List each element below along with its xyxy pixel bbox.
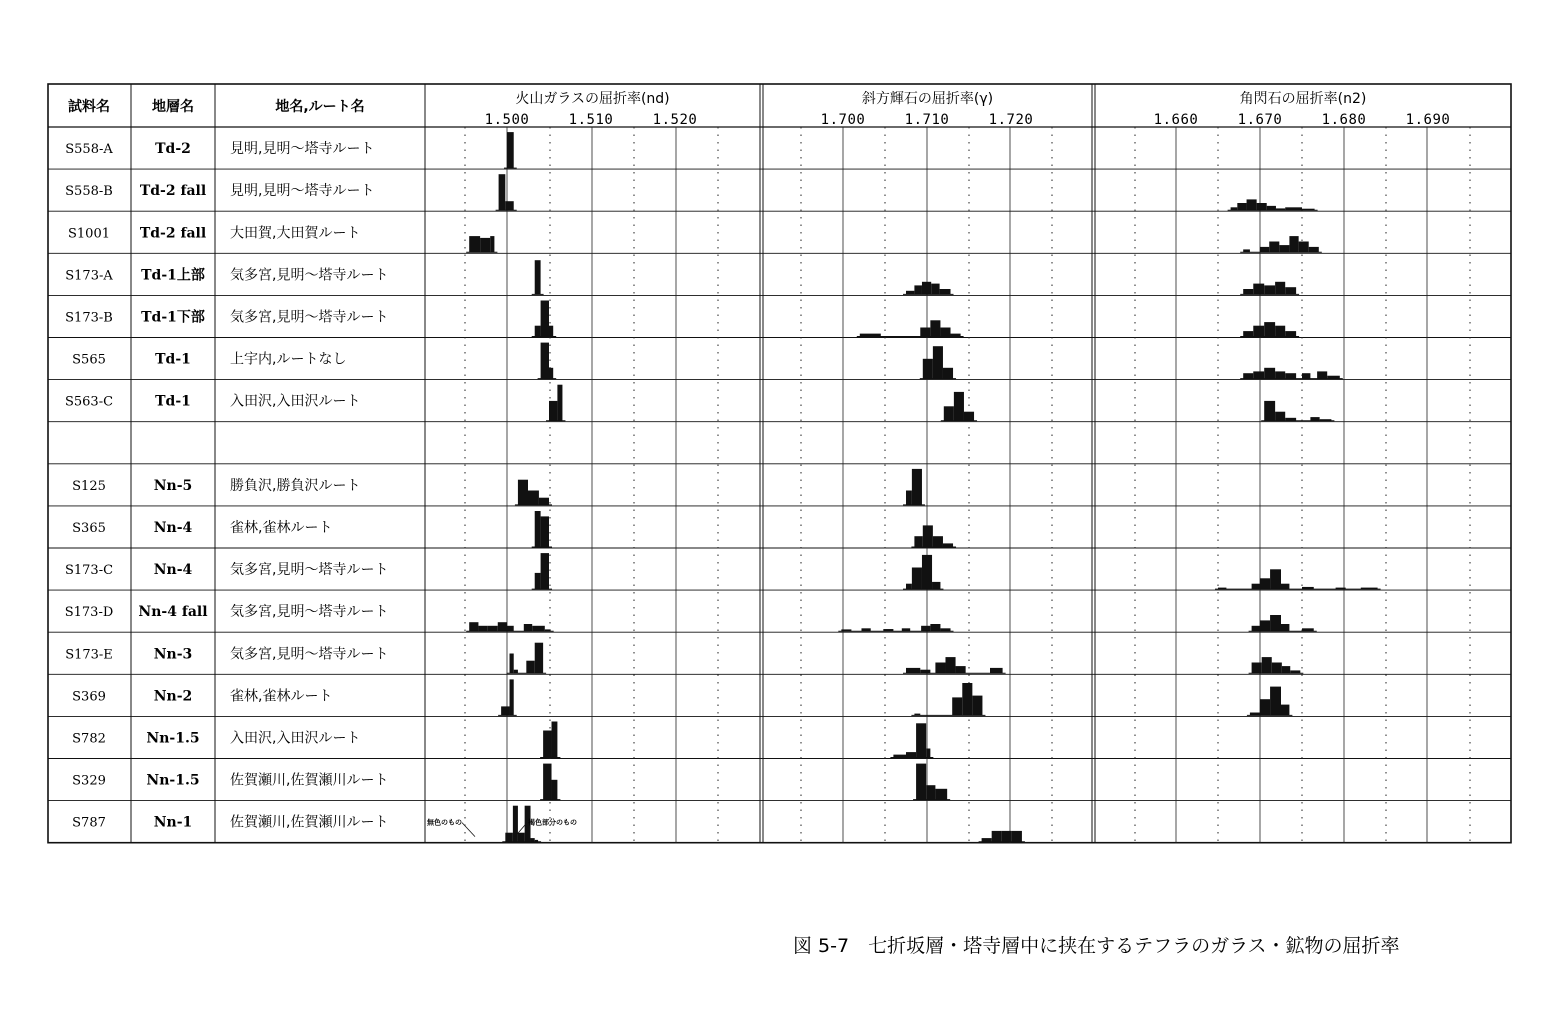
histogram-bar-hbl: [1270, 615, 1281, 631]
histogram-bar-opx: [906, 668, 920, 673]
histogram-bar-glass: [514, 670, 518, 674]
histogram-bar-hbl: [1260, 578, 1270, 589]
tick-label-opx: 1.700: [820, 112, 866, 128]
cell-sample: S563-C: [64, 394, 114, 410]
histogram-bar-glass: [531, 838, 535, 842]
histogram-bar-glass: [557, 385, 562, 421]
histogram-bar-opx: [935, 663, 945, 674]
cell-place: 気多宮,見明～塔寺ルート: [230, 562, 389, 579]
histogram-bar-glass: [469, 622, 478, 631]
histogram-bar-hbl: [1289, 236, 1298, 252]
histogram-bar-hbl: [1252, 584, 1260, 589]
cell-sample: S558-B: [65, 184, 113, 200]
histogram-bar-glass: [541, 516, 549, 547]
histogram-bar-opx: [944, 406, 954, 420]
panel-title-hbl: 角閃石の屈折率(n2): [1239, 91, 1367, 107]
cell-sample: S329: [72, 773, 106, 789]
histogram-bar-glass: [510, 679, 514, 715]
histogram-bar-hbl: [1260, 247, 1269, 252]
histogram-bar-hbl: [1243, 289, 1253, 294]
histogram-bar-hbl: [1253, 326, 1264, 337]
cell-place: 気多宮,見明～塔寺ルート: [230, 604, 389, 621]
histogram-bar-hbl: [1253, 371, 1264, 378]
histogram-bar-opx: [954, 392, 964, 421]
histogram-bar-hbl: [1243, 331, 1253, 336]
histogram-bar-opx: [923, 359, 933, 379]
histogram-bar-hbl: [1264, 285, 1275, 294]
histogram-bar-glass: [501, 706, 509, 715]
histogram-bar-hbl: [1275, 282, 1285, 295]
histogram-bar-opx: [964, 412, 974, 421]
cell-place: 気多宮,見明～塔寺ルート: [230, 309, 389, 326]
histogram-bar-glass: [543, 731, 551, 758]
histogram-bar-hbl: [1252, 663, 1262, 674]
histogram-bar-hbl: [1247, 199, 1257, 210]
header-place: 地名,ルート名: [275, 99, 365, 115]
cell-place: 気多宮,見明～塔寺ルート: [230, 646, 389, 663]
cell-sample: S565: [72, 352, 106, 368]
histogram-bar-hbl: [1264, 368, 1275, 379]
tick-label-hbl: 1.680: [1321, 112, 1367, 128]
histogram-bar-glass: [524, 624, 532, 631]
histogram-bar-glass: [526, 661, 534, 674]
histogram-bar-opx: [933, 536, 943, 547]
histogram-bar-glass: [535, 643, 543, 674]
histogram-bar-hbl: [1309, 247, 1319, 252]
histogram-bar-opx: [931, 284, 939, 295]
histogram-bar-glass: [498, 622, 507, 631]
cell-place: 入田沢,入田沢ルート: [230, 393, 361, 410]
histogram-bar-opx: [916, 764, 926, 800]
histogram-bar-opx: [906, 584, 912, 589]
histogram-bar-opx: [945, 657, 955, 673]
cell-place: 見明,見明～塔寺ルート: [230, 141, 375, 158]
tick-label-hbl: 1.690: [1405, 112, 1451, 128]
histogram-bar-opx: [906, 752, 916, 757]
cell-sample: S1001: [68, 226, 110, 242]
cell-layer: Td-2: [155, 141, 191, 158]
cell-place: 入田沢,入田沢ルート: [230, 730, 361, 747]
histogram-bar-hbl: [1252, 626, 1260, 631]
histogram-bar-opx: [990, 668, 1003, 673]
histogram-bar-hbl: [1285, 287, 1296, 294]
histogram-bar-hbl: [1285, 373, 1296, 378]
histogram-bar-opx: [920, 670, 930, 674]
histogram-bar-opx: [930, 320, 940, 336]
cell-layer: Nn-5: [153, 477, 193, 494]
histogram-bar-opx: [943, 368, 953, 379]
histogram-bar-glass: [518, 480, 528, 505]
histogram-bar-hbl: [1281, 624, 1289, 631]
histogram-bar-glass: [549, 368, 553, 379]
tick-label-glass: 1.520: [652, 112, 698, 128]
cell-layer: Td-1: [155, 393, 191, 410]
cell-layer: Nn-4 fall: [138, 604, 208, 621]
histogram-bar-glass: [535, 326, 541, 337]
histogram-bar-hbl: [1270, 687, 1281, 716]
tick-label-glass: 1.510: [568, 112, 614, 128]
histogram-bar-opx: [932, 582, 940, 589]
histogram-bar-glass: [528, 491, 539, 505]
histogram-bar-opx: [940, 328, 950, 337]
histogram-bar-hbl: [1237, 203, 1246, 210]
histogram-bar-hbl: [1275, 371, 1285, 378]
histogram-bar-hbl: [1269, 242, 1279, 253]
histogram-bar-hbl: [1260, 699, 1270, 715]
histogram-bar-opx: [940, 289, 951, 294]
histogram-bar-opx: [982, 838, 992, 842]
histogram-bar-hbl: [1264, 322, 1275, 336]
histogram-bar-hbl: [1285, 331, 1296, 336]
cell-sample: S173-C: [64, 563, 114, 579]
cell-layer: Td-1上部: [141, 267, 205, 284]
histogram-bar-opx: [923, 525, 933, 547]
histogram-bar-glass: [499, 174, 506, 210]
histogram-bar-hbl: [1260, 620, 1270, 631]
cell-layer: Nn-1.5: [146, 772, 200, 789]
panel-title-glass: 火山ガラスの屈折率(nd): [515, 91, 670, 107]
cell-layer: Td-1下部: [141, 309, 205, 326]
cell-sample: S125: [72, 478, 106, 494]
cell-layer: Nn-1.5: [146, 730, 200, 747]
histogram-bar-opx: [914, 285, 922, 294]
histogram-bar-opx: [935, 789, 947, 800]
histogram-bar-glass: [510, 654, 514, 674]
histogram-bar-glass: [541, 553, 549, 589]
histogram-bar-hbl: [1302, 373, 1310, 378]
cell-sample: S173-D: [64, 605, 114, 621]
cell-place: 佐賀瀬川,佐賀瀬川ルート: [230, 814, 389, 831]
histogram-bar-glass: [541, 301, 549, 337]
cell-sample: S173-A: [65, 268, 113, 284]
histogram-bar-glass: [505, 201, 513, 210]
note-colorless: 無色のもの: [427, 818, 462, 827]
histogram-bar-hbl: [1299, 242, 1309, 253]
cell-sample: S365: [72, 520, 106, 536]
histogram-bar-glass: [543, 764, 551, 800]
histogram-bar-hbl: [1243, 373, 1253, 378]
cell-layer: Td-2 fall: [139, 225, 207, 242]
histogram-bar-hbl: [1275, 412, 1285, 421]
histogram-bar-glass: [488, 626, 498, 631]
histogram-bar-glass: [541, 343, 549, 379]
histogram-bar-glass: [535, 573, 541, 589]
histogram-bar-hbl: [1262, 657, 1272, 673]
histogram-bar-glass: [535, 511, 541, 547]
histogram-bar-glass: [505, 833, 513, 842]
header-layer: 地層名: [152, 99, 194, 115]
histogram-bar-opx: [1002, 831, 1012, 842]
cell-place: 雀林,雀林ルート: [230, 519, 333, 536]
histogram-bar-glass: [469, 236, 480, 252]
cell-layer: Nn-3: [153, 646, 193, 663]
cell-layer: Nn-2: [153, 688, 193, 705]
histogram-bar-opx: [906, 291, 914, 295]
histogram-bar-opx: [912, 469, 922, 505]
histogram-bar-hbl: [1272, 663, 1282, 674]
histogram-bar-opx: [912, 568, 922, 590]
histogram-bar-opx: [926, 749, 930, 758]
cell-layer: Td-2 fall: [139, 183, 207, 200]
histogram-bar-hbl: [1310, 417, 1319, 421]
histogram-bar-glass: [507, 626, 514, 631]
tick-label-opx: 1.710: [904, 112, 950, 128]
cell-sample: S558-A: [65, 142, 113, 158]
cell-layer: Nn-4: [153, 562, 193, 579]
table-text: [65, 90, 1451, 831]
histogram-bar-opx: [956, 666, 966, 673]
histogram-bar-opx: [930, 624, 940, 631]
histogram-bar-opx: [926, 785, 935, 799]
histogram-bar-hbl: [1253, 284, 1264, 295]
histogram-bar-glass: [535, 260, 541, 294]
histogram-bar-opx: [952, 697, 962, 715]
header-sample: 試料名: [68, 99, 110, 115]
tick-label-hbl: 1.660: [1153, 112, 1199, 128]
histogram-bar-opx: [933, 346, 943, 378]
cell-sample: S369: [72, 689, 106, 705]
tick-label-opx: 1.720: [988, 112, 1034, 128]
histogram-bar-hbl: [1275, 326, 1285, 337]
histogram-bar-glass: [532, 626, 545, 631]
histogram-bar-hbl: [1317, 371, 1327, 378]
histogram-bar-hbl: [1267, 206, 1276, 210]
tick-label-hbl: 1.670: [1237, 112, 1283, 128]
histogram-bar-glass: [549, 401, 557, 421]
panel-title-opx: 斜方輝石の屈折率(γ): [861, 91, 994, 107]
note-leader: [462, 823, 475, 837]
histogram-bar-opx: [922, 555, 932, 589]
histogram-bar-glass: [549, 326, 553, 337]
histogram-bar-opx: [1012, 831, 1022, 842]
histogram-bar-opx: [962, 683, 972, 715]
histogram-bar-glass: [518, 833, 525, 842]
figure-caption: 図 5-7 七折坂層・塔寺層中に挟在するテフラのガラス・鉱物の屈折率: [793, 935, 1400, 957]
cell-sample: S787: [72, 815, 106, 831]
histogram-bars: [462, 132, 1381, 842]
tick-label-glass: 1.500: [484, 112, 530, 128]
histogram-bar-glass: [539, 498, 549, 505]
histogram-bar-opx: [914, 536, 922, 547]
histogram-bar-hbl: [1282, 666, 1290, 673]
histogram-bar-hbl: [1264, 401, 1275, 421]
cell-sample: S173-B: [65, 310, 113, 326]
cell-place: 見明,見明～塔寺ルート: [230, 183, 375, 200]
cell-place: 佐賀瀬川,佐賀瀬川ルート: [230, 772, 389, 789]
histogram-bar-opx: [943, 543, 953, 547]
histogram-bar-glass: [490, 236, 494, 252]
cell-sample: S782: [72, 731, 106, 747]
histogram-bar-hbl: [1257, 203, 1267, 210]
cell-place: 気多宮,見明～塔寺ルート: [230, 267, 389, 284]
histogram-bar-glass: [480, 238, 490, 252]
histogram-bar-glass: [552, 780, 558, 800]
histogram-bar-opx: [972, 696, 982, 716]
histogram-bar-glass: [507, 132, 514, 168]
histogram-bar-glass: [478, 626, 487, 631]
cell-place: 雀林,雀林ルート: [230, 688, 333, 705]
histogram-bar-opx: [916, 723, 926, 757]
note-brown: 褐色部分のもの: [528, 818, 577, 827]
histogram-bar-hbl: [1281, 584, 1289, 589]
histogram-bar-opx: [921, 626, 930, 631]
cell-layer: Nn-4: [153, 519, 193, 536]
cell-place: 大田賀,大田賀ルート: [230, 225, 361, 242]
histogram-bar-hbl: [1281, 705, 1289, 716]
histogram-bar-hbl: [1279, 245, 1289, 252]
histogram-bar-opx: [992, 831, 1002, 842]
cell-place: 上宇内,ルートなし: [230, 351, 347, 368]
histogram-bar-opx: [922, 282, 931, 295]
cell-place: 勝負沢,勝負沢ルート: [230, 477, 361, 494]
histogram-bar-opx: [906, 491, 912, 505]
cell-sample: S173-E: [65, 647, 113, 663]
histogram-bar-opx: [920, 328, 930, 337]
histogram-bar-glass: [552, 722, 558, 758]
histogram-bar-hbl: [1270, 569, 1281, 589]
cell-layer: Td-1: [155, 351, 191, 368]
cell-layer: Nn-1: [153, 814, 193, 831]
